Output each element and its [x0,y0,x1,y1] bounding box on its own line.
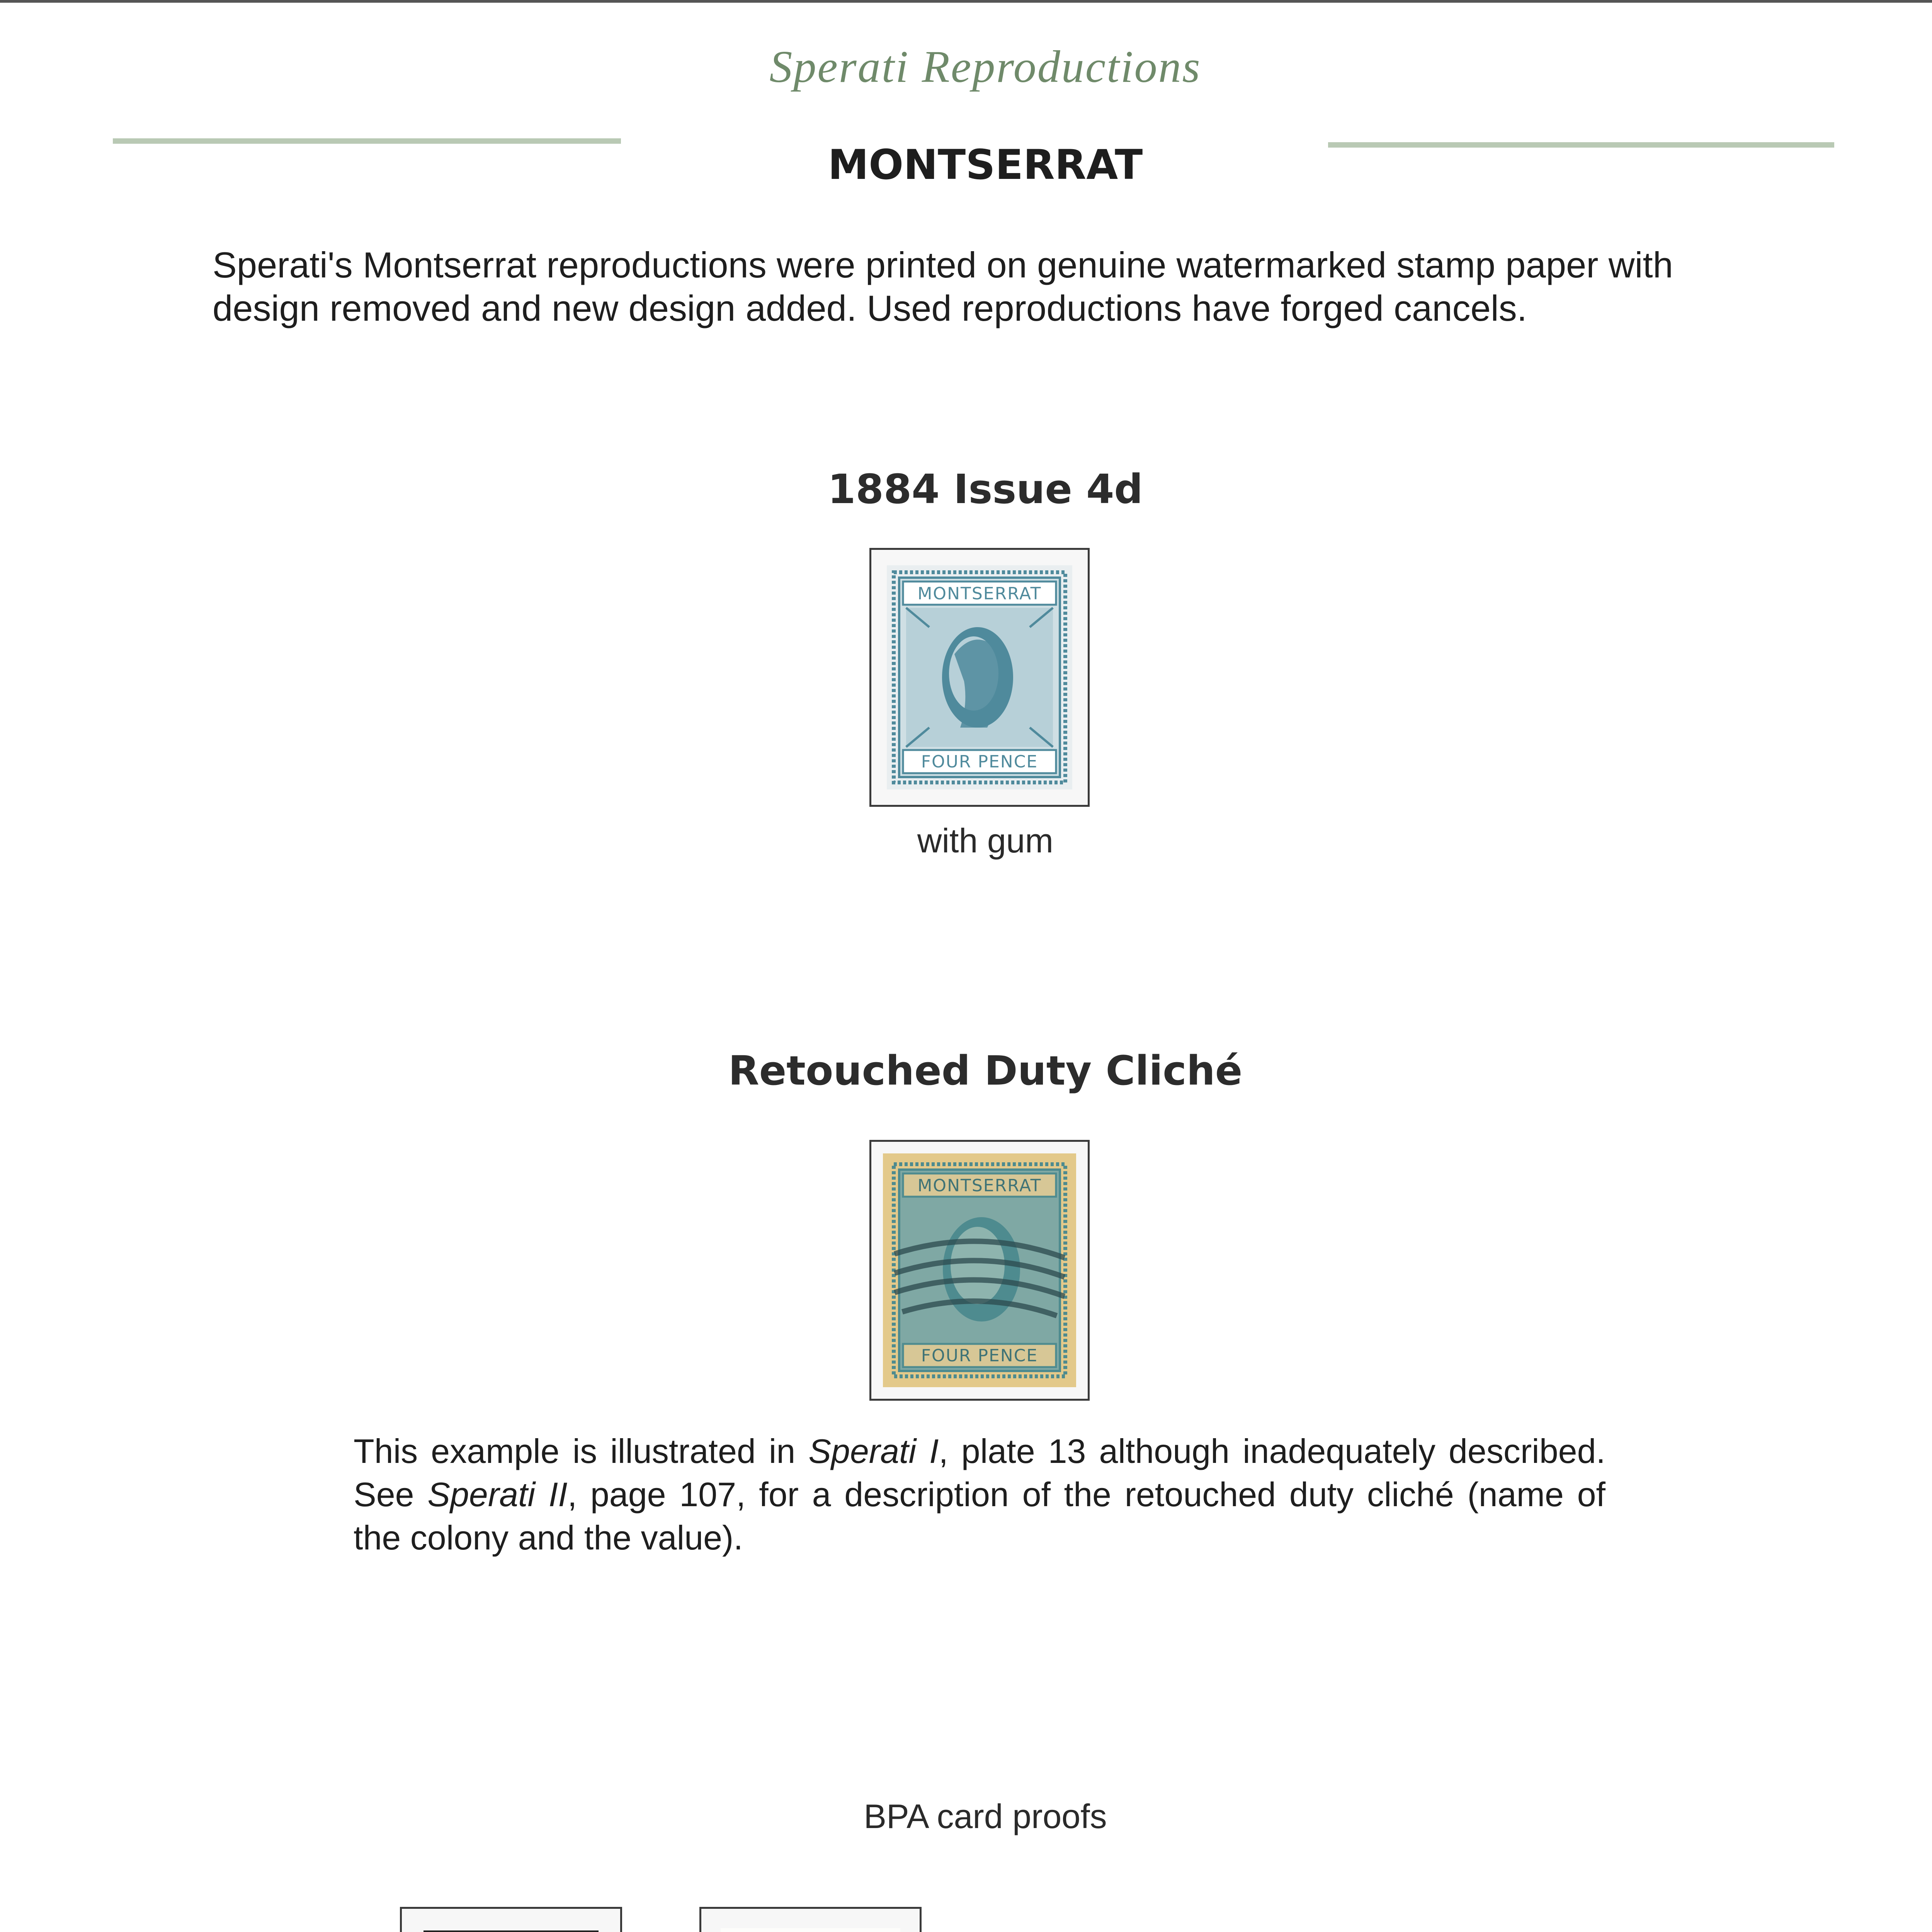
caption-with-gum: with gum [917,821,1054,860]
proof-mount-1 [400,1907,622,1932]
stamp-mount-1884 [869,548,1090,807]
intro-paragraph: Sperati's Montserrat reproductions were printed on genuine watermarked stamp paper with design removed and new design added. Used reproductions have forged cancels. [213,245,1673,328]
note-text-3: , page 107, for a description of the retouched duty cliché (name of the colony and the value). [354,1475,1606,1557]
page-title: MONTSERRAT [828,141,1143,189]
stamp-retouched-duty [871,1142,1088,1399]
note-ref-sperati-2: Sperati II [427,1475,568,1514]
stamp-retouched-bottom-label: FOUR PENCE [921,1346,1038,1366]
retouched-note [354,1430,1605,1560]
stamp-1884-top-label: MONTSERRAT [917,584,1042,604]
section-title-1884-issue: 1884 Issue 4d [828,466,1143,513]
top-border-line [0,0,1932,3]
note-ref-sperati-1: Sperati I [808,1432,939,1470]
stamp-1884-4d [871,550,1088,805]
proof-1-full-design [402,1909,620,1932]
proof-2-duty-only [701,1909,920,1932]
stamp-1884-bottom-label: FOUR PENCE [921,752,1038,772]
section-title-retouched-duty: Retouched Duty Cliché [728,1047,1243,1094]
caption-bpa-card-proofs: BPA card proofs [864,1797,1107,1835]
stamp-retouched-top-label: MONTSERRAT [917,1176,1042,1196]
note-text-2: , plate 13 although inadequately described. See [354,1432,1605,1514]
stamp-mount-retouched [869,1140,1090,1401]
note-text-1: This example is illustrated in [354,1432,809,1470]
proof-mount-2 [699,1907,922,1932]
page-header-script: Sperati Reproductions [769,41,1201,92]
